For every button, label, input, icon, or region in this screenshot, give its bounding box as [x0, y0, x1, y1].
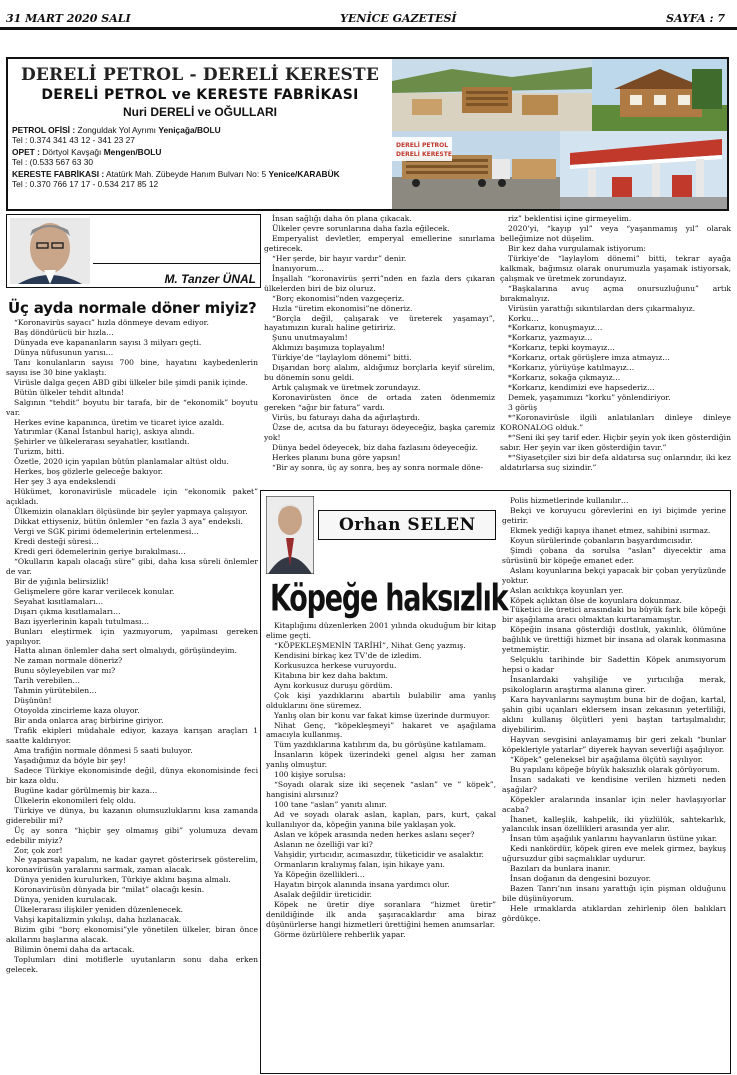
paragraph: Türkiye ve dünya, bu kazanın olumsuzluklarını kısa zamanda giderebilir mi?: [6, 805, 258, 825]
author-name-2: Orhan SELEN: [339, 515, 476, 535]
author-name-box: [318, 510, 496, 540]
paragraph: Hayatın birçok alanında insana yardımcı olur.: [274, 879, 450, 889]
paragraph: Köpek açlıktan ölse de koyunlara dokunmaz.: [510, 595, 682, 605]
ad-contact-location: Yeniçağa/BOLU: [158, 125, 221, 135]
paragraph: Bunu söyleyebilen var mı?: [14, 666, 116, 676]
paragraph: Dünya nüfusunun yarısı…: [14, 347, 114, 357]
paragraph: İnşallah “koronavirüs şerri”nden en fazla ders çıkaran ülkelerden biri de biz oluruz.: [264, 273, 495, 293]
paragraph: Salgının “tehdit” boyutu bir tarafa, bir de “ekonomik” boyutu var.: [6, 397, 258, 417]
page-number: SAYFA : 7: [666, 12, 725, 25]
paragraph: Bazen Tanrı’nın insanı yarattığı için pişman olduğunu bile düşünüyorum.: [502, 884, 726, 904]
paragraph: Koronavirüsün dünyada bir “milat” olacağı kesin.: [14, 885, 205, 895]
paragraph: Asalak değildir üreticidir.: [274, 889, 372, 899]
paragraph: Bekçi ve koruyucu görevlerini en iyi biçimde yerine getirir.: [502, 505, 726, 525]
ad-contact-location: Yenice/KARABÜK: [268, 168, 340, 179]
svg-text:DERELİ KERESTE: DERELİ KERESTE: [396, 151, 452, 158]
paragraph: *Korkarız, tepki koymayız…: [508, 343, 615, 353]
paragraph: Bazıları da bunlara inanır.: [510, 864, 611, 874]
paragraph: Kitabına bir kez daha baktım.: [274, 670, 388, 680]
paragraph: İnsanlardaki vahşiliğe ve yırtıcılığa merak, psikologların araştırma alanına girer.: [502, 675, 726, 695]
ad-photo-collage: [392, 59, 728, 209]
paragraph: Vahşi kapitalizmin yıkılışı, daha hızlanacak.: [14, 915, 182, 925]
paragraph: İhanet, kalleşlik, kahpelik, iki yüzlülük, sahtekarlık, yalancılık insan özellikleri arasında yer alır.: [502, 814, 726, 834]
paragraph: Ya Köpeğin özellikleri…: [274, 869, 365, 879]
paragraph: Herkes planını buna göre yapsın!: [272, 452, 401, 462]
ad-contact-line: [12, 157, 388, 167]
paragraph: Zor, çok zor!: [14, 845, 63, 855]
paragraph: İnsan doğanın da dengesini bozuyor.: [510, 874, 651, 884]
ad-contact-line: [12, 169, 388, 179]
paragraph: Emperyalist devletler, emperyal emellerine sınırlama getirecek.: [264, 233, 495, 253]
paragraph: Virüs, bu faturayı daha da ağırlaştırdı.: [272, 413, 420, 423]
paragraph: Kitaplığımı düzenlerken 2001 yılında okuduğum bir kitap elime geçti.: [266, 621, 496, 640]
paragraph: Ad ve soyadı olarak aslan, kaplan, pars, kurt, çakal kullanılıyor da, köpeğin yanına bile yaklaşan yok.: [266, 810, 496, 830]
paragraph: Çok kişi yazdıklarını abartılı bulabilir ama yanlış olduklarını öne süremez.: [266, 690, 496, 710]
ad-contact-line: [12, 125, 388, 135]
paragraph: Baş döndürücü bir hızla…: [14, 327, 114, 337]
ad-contact-label: KERESTE FABRİKASI :: [12, 168, 105, 179]
ad-contact-text: Tel : (0.533 567 63 30: [12, 157, 94, 168]
paragraph: Kredi desteği süresi…: [14, 536, 99, 546]
ad-contact-label: OPET :: [12, 146, 40, 157]
paragraph: Vergi ve SGK pirimi ödemelerinin ertelenmesi…: [14, 527, 199, 537]
paragraph: Dışarıdan borç alalım, aldığımız borçlarla keyif sürelim, bu dönemin sonu geldi.: [264, 363, 495, 383]
headline-1: Üç ayda normale döner miyiz?: [8, 299, 257, 317]
paragraph: Koronavirüsten önce de ortada zaten ödenmemiz gereken “ağır bir fatura” vardı.: [264, 393, 495, 413]
paragraph: Selçuklu tarihinde bir Sadettin Köpek anımsıyorum hepsi o kadar: [502, 655, 726, 675]
paragraph: Bizim gibi “borç ekonomisi”yle yönetilen ülkeler, biran önce akıllarını başlarına alacak.: [6, 925, 258, 945]
paragraph: Bugüne kadar görülmemiş bir kaza…: [14, 785, 158, 795]
paragraph: Tarih verebilen…: [14, 676, 80, 686]
article2-column2: [502, 496, 726, 1071]
paragraph: Korku…: [508, 313, 539, 323]
paragraph: Köpek ne üretir diye soranlara “hizmet üretir” denildiğinde ilk anda şaşıracaklardır ama biraz düşünürlerse hangi hizmetleri ürettiğini hemen anımsarlar.: [266, 899, 496, 929]
paragraph: Üç ay sonra “hiçbir şey olmamış gibi” yolumuza devam edebilir miyiz?: [6, 825, 258, 845]
paragraph: “Bir ay sonra, üç ay sonra, beş ay sonra normale döne-: [272, 462, 484, 472]
ad-contact-text: Atatürk Mah. Zübeyde Hanım Bulvarı No: 5: [104, 168, 269, 179]
paragraph: Ülkemizin olanakları ölçüsünde bir şeyler yapmaya çalışıyor.: [14, 507, 248, 517]
paragraph: “Koronavirüs sayacı” hızla dönmeye devam ediyor.: [14, 318, 209, 327]
paragraph: Bu yapılanı köpeğe büyük haksızlık olarak görüyorum.: [510, 764, 720, 774]
paragraph: Toplumları dini motiflerle uyutanların sonu daha erken gelecek.: [6, 955, 258, 974]
paragraph: Artık çalışmak ve üretmek zorundayız.: [272, 383, 421, 393]
paragraph: Üzse de, acıtsa da bu faturayı ödeyeceğiz, başka çaremiz yok!: [264, 423, 495, 442]
paragraph: Korkusuzca herkese vuruyordu.: [274, 660, 397, 670]
ad-subtitle: DERELİ PETROL ve KERESTE FABRİKASI: [41, 87, 359, 103]
ad-contact-label: PETROL OFİSİ :: [12, 125, 76, 135]
paragraph: *Korkarız, yazmayız…: [508, 333, 593, 343]
ad-contact-line: [12, 135, 388, 145]
paragraph: *“Siyasetçiler sizi bir defa aldatırsa suç onlarındır, iki kez aldatırlarsa suç sizindir.”: [500, 452, 731, 472]
ad-contact-line: [12, 147, 388, 157]
paragraph: “Köpek” geleneksel bir aşağılama ölçütü sayılıyor.: [510, 754, 703, 764]
ad-photos-icon: [392, 59, 728, 209]
author-box-unal: [6, 214, 261, 288]
newspaper-name: YENİCE GAZETESİ: [340, 12, 457, 25]
paragraph: Turizm, bitti.: [14, 447, 65, 457]
ad-photo-house: [592, 59, 728, 131]
paragraph: Bütün ülkeler tehdit altında!: [14, 387, 125, 397]
article1-column2: [264, 214, 495, 486]
paragraph: *Korkarız, kendimizi eve hapsederiz…: [508, 383, 655, 393]
paragraph: Dikkat ettiyseniz, bütün önlemler “en fazla 3 aya” endeksli.: [14, 517, 243, 527]
paragraph: İnanıyorum…: [272, 263, 324, 273]
author-name-bar: [93, 263, 260, 285]
paragraph: “KÖPEKLEŞMENİN TARİHİ”, Nihat Genç yazmış.: [274, 640, 466, 650]
author-photo-unal-icon: [10, 218, 90, 284]
paragraph: İnsan sağlığı daha ön plana çıkacak.: [272, 214, 412, 223]
paragraph: Tüm yazdıklarına katılırım da, bu görüşüne katılamam.: [274, 740, 487, 750]
article1-column3: [500, 214, 731, 486]
paragraph: Hızla “üretim ekonomisi”ne döneriz.: [272, 303, 413, 313]
paragraph: Ormanların kralıymış falan, işin hikaye yanı.: [274, 859, 445, 869]
paragraph: Gelişmelere göre karar verilecek konular.: [14, 586, 175, 596]
paragraph: Herkes evine kapanınca, üretim ve ticaret iyice azaldı.: [14, 417, 225, 427]
paragraph: Şehirler ve ülkelerarası seyahatler, kısıtlandı.: [14, 437, 190, 447]
paragraph: “Soyadı olarak size iki seçenek “aslan” ve ” köpek”, hangisini alırsınız?: [266, 780, 496, 800]
paragraph: Her şey 3 aya endekslendi: [14, 477, 116, 487]
paragraph: Ülkelerarası ilişkiler yeniden düzenlenecek.: [14, 905, 184, 915]
paragraph: “Borç ekonomisi”nden vazgeçeriz.: [272, 293, 405, 303]
paragraph: Yanlış olan bir konu var fakat kimse üzerinde durmuyor.: [274, 710, 491, 720]
headline-2: Köpeğe haksızlık: [270, 578, 508, 620]
paragraph: Seyahat kısıtlamaları…: [14, 596, 104, 606]
paragraph: Nihat Genç, “köpekleşmeyi” hakaret ve aşağılama amacıyla kullanmış.: [266, 720, 496, 740]
paragraph: “Borçla değil, çalışarak ve üreterek yaşamayı”, hayatımızın kuralı haline getiririz.: [264, 313, 495, 333]
ad-photo-station: [560, 131, 728, 209]
paragraph: *“Seni iki şey tarif eder. Hiçbir şeyin yok iken gösterdiğin sabır. Her şeyin var iken gösterdiğin tavır.”: [500, 432, 731, 452]
paragraph: Dünya yeniden kurulurken, Türkiye aklını başına almalı.: [14, 875, 231, 885]
ad-text-block: [8, 59, 392, 209]
paragraph: Hükümet, koronavirüsle mücadele için “ekonomik paket” açıkladı.: [6, 487, 258, 507]
paragraph: Hatta alınan önlemler daha sert olmalıydı, görüşündeyim.: [14, 646, 237, 656]
paragraph: Bir de yığınla belirsizlik!: [14, 576, 109, 586]
ad-contact-line: [12, 179, 388, 189]
paragraph: “Okulların kapalı olacağı süre” gibi, daha kısa süreli önlemler de var.: [6, 556, 258, 576]
paragraph: “Her şerde, bir hayır vardır” denir.: [272, 253, 407, 263]
paragraph: Yatırımlar (Kanal İstanbul hariç), askıya alındı.: [14, 427, 195, 437]
author-photo-selen-icon: [266, 496, 314, 574]
advertisement: [6, 57, 729, 211]
paragraph: Köpeğin insana gösterdiği dostluk, yakınlık, ölümüne bağlılık ve ürettiği hizmet bir insana ad olarak konmasına yetmemiştir.: [502, 625, 726, 655]
paragraph: Hayvan sevgisini anlayamamış bir geri zekalı “bunlar köpekleriyle yatarlar” diyerek hayvan severliği aşağılıyor.: [502, 734, 726, 754]
paragraph: Tanı konulanların sayısı 700 bine, hayatını kaybedenlerin sayısı ise 30 bine yaklaştı.: [6, 357, 258, 377]
paragraph: Yaşadığımız da böyle bir şey!: [14, 755, 126, 765]
paragraph: Dünya bedel ödeyecek, biz daha fazlasını ödeyeceğiz.: [272, 442, 478, 452]
paragraph: 100 kişiye sorulsa:: [274, 770, 346, 780]
paragraph: Özetle, 2020 için yapılan bütün planlamalar altüst oldu.: [14, 457, 229, 467]
paragraph: Tüketici ile üretici arasındaki bu büyük fark bile köpeği bir aşağılama aracı olmaktan kurtaramamıştır.: [502, 605, 726, 625]
paragraph: 3 görüş: [508, 403, 538, 413]
paragraph: *Korkarız, konuşmayız…: [508, 323, 603, 333]
paragraph: Bilimin önemi daha da artacak.: [14, 945, 135, 955]
ad-contact-list: [12, 125, 388, 189]
paragraph: Ülkeler çevre sorunlarına daha fazla eğilecek.: [272, 223, 450, 233]
paragraph: Virüsün yarattığı sıkıntılardan ders çıkarmalıyız.: [508, 303, 696, 313]
svg-text:DERELİ PETROL: DERELİ PETROL: [396, 142, 449, 149]
author-box-selen: [264, 496, 497, 554]
paragraph: Kendisini birkaç kez TV’de de izledim.: [274, 650, 422, 660]
paragraph: Aslanı koyunlarına bekçi yapacak bir çoban yeryüzünde yoktur.: [502, 565, 726, 585]
paragraph: Aslanın ne özelliği var ki?: [274, 839, 373, 849]
paragraph: İnsan tüm aşağılık yanlarını hayvanların üstüne yıkar.: [510, 834, 718, 844]
paragraph: Aslan ve köpek arasında neden herkes aslanı seçer?: [274, 830, 475, 840]
ad-photo-lumber: [392, 59, 592, 131]
paragraph: Demek, yaşamımızı “korku” yönlendiriyor.: [508, 393, 671, 403]
paragraph: Düşünün!: [14, 696, 52, 706]
paragraph: Şimdi çobana da sorulsa “aslan” diyecektir ama sürüsünü bir köpeğe emanet eder.: [502, 545, 726, 565]
paragraph: Görme özürlülere rehberlik yapar.: [274, 929, 406, 939]
paragraph: İnsan sadakati ve kendisine verilen hizmeti neden aşağılar?: [502, 774, 726, 794]
paragraph: Kara hayvanlarını saymıştım buna bir de doğan, kartal, şahin gibi uçanları eklersem insan zekasının yeterliliği, aklını kullanış ölçütleri yeni baştan tartışılmalıdır, diyebilirim.: [502, 695, 726, 734]
paragraph: Aslan acıktıkça koyunları yer.: [510, 585, 624, 595]
paragraph: Aklımızı başımıza toplayalım!: [272, 343, 386, 353]
paragraph: Dışarı çıkma kısıtlamaları…: [14, 606, 121, 616]
ad-contact-text: Dörtyol Kavşağı: [39, 146, 104, 157]
paragraph: Aynı korkusuz duruşu gördüm.: [274, 680, 393, 690]
paragraph: Bunları eleştirmek için yazmıyorum, yapılması gereken yapılıyor.: [6, 626, 258, 646]
ad-contact-text: Zonguldak Yol Ayrımı: [75, 125, 159, 135]
paragraph: Bazı işyerlerinin kapalı tutulması…: [14, 616, 150, 626]
paragraph: Hele ırmaklarda atıklardan zehirlenip ölen balıkları gördükçe.: [502, 904, 726, 924]
paragraph: Dünya, yeniden kurulacak.: [14, 895, 118, 905]
paragraph: Ülkelerin ekonomileri felç oldu.: [14, 795, 136, 805]
paragraph: Ne zaman normale döneriz?: [14, 656, 123, 666]
ad-contact-text: Tel : 0.370 766 17 17 - 0.534 217 85 12: [12, 179, 159, 190]
paragraph: Trafik ekipleri müdahale ediyor, kazaya karışan araçları 1 saatte kaldırıyor.: [6, 726, 258, 746]
paragraph: Ekmek yediği kapıya ihanet etmez, sahibini ısırmaz.: [510, 525, 711, 535]
paragraph: Ama trafiğin normale dönmesi 5 saati buluyor.: [14, 745, 193, 755]
paragraph: Bir kez daha vurgulamak istiyorum:: [508, 243, 646, 253]
paragraph: Tahmin yürütebilen…: [14, 686, 97, 696]
paragraph: Kredi geri ödemelerinin geriye bırakılması…: [14, 546, 186, 556]
paragraph: Vahşidir, yırtıcıdır, acımasızdır, tüketicidir ve asalaktır.: [274, 849, 484, 859]
page-header: [0, 0, 737, 30]
ad-photo-truck: [392, 131, 560, 209]
paragraph: *Korkarız, yürüyüşe katılmayız…: [508, 363, 635, 373]
paragraph: Kedi nankördür, köpek giren eve melek girmez, baykuş uğursuzdur gibi saçmalıklar uydurur.: [502, 844, 726, 864]
paragraph: “Başkalarına avuç açma onursuzluğunu” artık bırakmalıyız.: [500, 283, 731, 303]
paragraph: Virüsle dalga geçen ABD gibi ülkeler bile şimdi panik içinde.: [14, 377, 248, 387]
article2-column1: [266, 621, 496, 1071]
paragraph: *Korkarız, ortak görüşlere imza atmayız…: [508, 353, 670, 363]
article1-column1: [6, 318, 258, 1073]
ad-title: DERELİ PETROL - DERELİ KERESTE: [20, 65, 380, 85]
paragraph: 2020’yi, “kayıp yıl” veya “yaşanmamış yıl” olarak belleğimize not düşelim.: [500, 223, 731, 243]
paragraph: Ne yaparsak yapalım, ne kadar gayret gösterirsek gösterelim, koronavirüsün yaralarını sarmak, zaman alacak.: [6, 855, 258, 875]
ad-contact-text: Tel : 0.374 341 43 12 - 341 23 27: [12, 135, 135, 146]
paragraph: Türkiye’de “laylaylom dönemi” bitti.: [272, 353, 412, 363]
issue-date: 31 MART 2020 SALI: [6, 12, 131, 25]
author-name: M. Tanzer ÜNAL: [164, 272, 256, 286]
paragraph: *Korkarız, sokağa çıkmayız…: [508, 373, 621, 383]
paragraph: Dünyada eve kapananların sayısı 3 milyarı geçti.: [14, 337, 202, 347]
paragraph: Türkiye’de “laylaylom dönemi” bitti, tekrar ayağa kalkmak, bağımsız olarak onurumuzla yaşamak istiyorsak, çalışmak ve üretmek zorundayız.: [500, 253, 731, 283]
paragraph: Köpekler aralarında insanlar için neler havlaşıyorlar acaba?: [502, 794, 726, 814]
paragraph: Herkes, boş gözlerle geleceğe bakıyor.: [14, 467, 163, 477]
paragraph: Otoyolda zincirleme kaza oluyor.: [14, 706, 140, 716]
paragraph: Polis hizmetlerinde kullanılır…: [510, 496, 629, 505]
paragraph: 100 tane “aslan” yanıtı alınır.: [274, 800, 387, 810]
ad-contact-location: Mengen/BOLU: [103, 146, 162, 157]
ad-owner: Nuri DERELİ ve OĞULLARI: [122, 105, 277, 119]
paragraph: Sadece Türkiye ekonomisinde değil, dünya ekonomisinde feci bir kaza oldu.: [6, 765, 258, 785]
paragraph: riz” beklentisi içine girmeyelim.: [508, 214, 632, 223]
paragraph: Koyun sürülerinde çobanların başyardımcısıdır.: [510, 535, 693, 545]
paragraph: *“Koronavirüsle ilgili anlatılanları dinleye dinleye KORONALOG olduk.”: [500, 413, 731, 433]
paragraph: Şunu unutmayalım!: [272, 333, 348, 343]
paragraph: İnsanların köpek üzerindeki genel algısı her zaman yanlış olmuştur.: [266, 750, 496, 770]
paragraph: Bir anda onlarca araç birbirine giriyor.: [14, 716, 164, 726]
